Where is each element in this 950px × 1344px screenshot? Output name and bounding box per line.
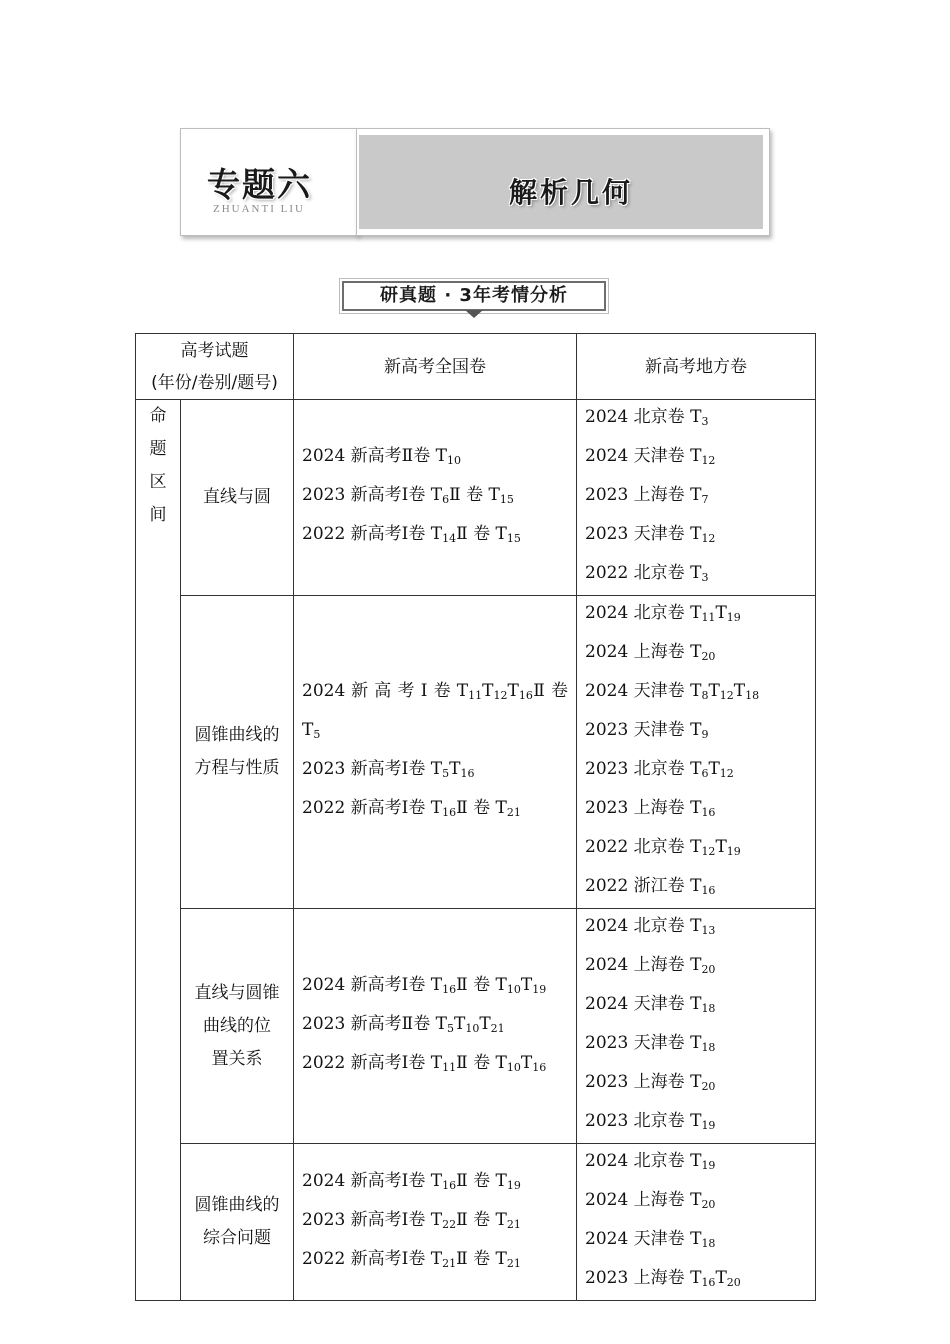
exam-reference (302, 1242, 568, 1281)
exam-reference (585, 948, 807, 987)
exam-text: T (715, 1268, 727, 1288)
question-number: 19 (726, 845, 741, 858)
question-number: 15 (499, 493, 514, 506)
national-papers-cell (294, 1144, 577, 1301)
header-exam-info-line2: (年份/卷别/题号) (151, 372, 278, 393)
exam-text: T (715, 603, 727, 623)
exam-text: 2024 上海卷 T (585, 955, 702, 975)
header-local-papers: 新高考地方卷 (577, 334, 816, 400)
exam-reference (585, 713, 807, 752)
local-papers-cell (577, 596, 816, 909)
topic-name-panel (359, 135, 763, 229)
question-number: 12 (701, 454, 716, 467)
exam-text: T (733, 681, 746, 701)
question-number: 15 (506, 532, 521, 545)
category-cell (181, 596, 294, 909)
exam-reference (585, 909, 807, 948)
question-number: 22 (442, 1217, 457, 1231)
question-number: 3 (701, 415, 709, 428)
question-number: 16 (701, 884, 716, 897)
exam-reference (302, 752, 568, 791)
question-number: 6 (701, 767, 709, 780)
question-number: 12 (719, 767, 734, 780)
question-number: 16 (442, 1178, 457, 1192)
category-label: 圆锥曲线的 (194, 1195, 280, 1215)
side-label-char: 题 (149, 439, 167, 459)
question-number: 12 (701, 845, 716, 858)
exam-text: 2023 天津卷 T (585, 1033, 702, 1053)
exam-text: 2023 天津卷 T (585, 720, 702, 740)
question-number: 21 (490, 1021, 505, 1035)
exam-text: Ⅱ 卷 T (456, 1170, 507, 1191)
exam-reference (585, 439, 807, 478)
exam-text: 2022 新高考Ⅰ卷 T (302, 524, 443, 544)
exam-text: 2023 天津卷 T (585, 524, 702, 544)
exam-reference (585, 987, 807, 1026)
question-number: 14 (442, 532, 457, 545)
exam-reference (585, 1261, 807, 1300)
exam-text: 2022 新高考Ⅰ卷 T (302, 1052, 443, 1073)
question-number: 20 (726, 1276, 741, 1289)
question-number: 13 (701, 924, 716, 937)
exam-reference (585, 830, 807, 869)
topic-name: 解析几何 (509, 176, 634, 209)
side-label-char: 命 (149, 406, 167, 426)
question-number: 20 (701, 1080, 716, 1093)
question-number: 5 (313, 728, 321, 741)
exam-text: 2023 新高考Ⅱ卷 T (302, 1013, 447, 1034)
question-number: 19 (726, 611, 741, 624)
exam-text: T (453, 1013, 466, 1034)
exam-reference (585, 517, 807, 556)
exam-reference (302, 1046, 568, 1085)
exam-text: 2024 新 高 考 Ⅰ 卷 T (302, 681, 469, 701)
exam-text: Ⅱ 卷 T (456, 1209, 507, 1230)
side-label-char: 间 (149, 505, 167, 525)
exam-text: 2024 上海卷 T (585, 1190, 702, 1210)
exam-reference (585, 635, 807, 674)
category-label: 直线与圆锥 (194, 982, 280, 1003)
topic-name-box (356, 128, 770, 236)
question-number: 10 (465, 1021, 480, 1035)
exam-reference (585, 1026, 807, 1065)
question-number: 16 (701, 806, 716, 819)
category-cell (181, 1144, 294, 1301)
exam-text: 2023 上海卷 T (585, 1268, 702, 1288)
exam-text: T (479, 1013, 491, 1034)
local-papers-cell (577, 400, 816, 596)
exam-reference (585, 1222, 807, 1261)
exam-reference (585, 674, 807, 713)
question-number: 7 (701, 493, 709, 506)
exam-reference (585, 1144, 807, 1183)
exam-text: 2023 上海卷 T (585, 485, 702, 505)
exam-text: 2024 北京卷 T (585, 603, 702, 623)
question-number: 18 (701, 1237, 716, 1250)
question-number: 16 (442, 982, 457, 996)
exam-text: T (708, 759, 720, 779)
exam-reference (302, 439, 568, 478)
exam-text: T (449, 759, 461, 779)
exam-text: 2022 新高考Ⅰ卷 T (302, 798, 443, 818)
exam-text: 2022 北京卷 T (585, 563, 702, 583)
exam-reference (302, 478, 568, 517)
local-papers-cell (577, 1144, 816, 1301)
exam-text: T (708, 681, 720, 701)
exam-text: 2023 新高考Ⅰ卷 T (302, 759, 443, 779)
exam-text: 2024 新高考Ⅱ卷 T (302, 446, 447, 466)
question-number: 20 (701, 650, 716, 663)
topic-banner (180, 128, 770, 238)
table-row (136, 909, 816, 1144)
exam-text: Ⅱ 卷 T (456, 1052, 507, 1073)
exam-text: Ⅱ 卷 T (456, 798, 507, 818)
question-number: 21 (442, 1256, 457, 1270)
question-number: 3 (701, 571, 709, 584)
local-papers-cell (577, 909, 816, 1144)
exam-reference (302, 1203, 568, 1242)
category-label: 方程与性质 (194, 758, 280, 778)
question-number: 16 (532, 1060, 547, 1074)
header-exam-info (136, 334, 294, 400)
exam-reference (585, 478, 807, 517)
topic-title-box (180, 128, 358, 236)
exam-text: Ⅱ 卷 T (449, 485, 500, 505)
exam-text: 2022 浙江卷 T (585, 876, 702, 896)
table-row (136, 596, 816, 909)
exam-text: 2023 新高考Ⅰ卷 T (302, 485, 443, 505)
exam-reference (302, 1007, 568, 1046)
side-label-char: 区 (149, 472, 167, 492)
question-number: 12 (701, 532, 716, 545)
exam-text: 2024 天津卷 T (585, 681, 702, 701)
question-number: 18 (745, 689, 760, 702)
exam-reference (585, 596, 807, 635)
exam-reference (585, 1183, 807, 1222)
exam-text: 2024 新高考Ⅰ卷 T (302, 974, 443, 995)
header-exam-info-line1: 高考试题 (180, 340, 249, 361)
question-number: 16 (442, 806, 457, 819)
category-cell (181, 909, 294, 1144)
category-label: 曲线的位 (203, 1015, 271, 1036)
question-number: 16 (518, 689, 533, 702)
exam-text: 2024 北京卷 T (585, 1151, 702, 1171)
header-national-papers: 新高考全国卷 (294, 334, 577, 400)
national-papers-cell (294, 400, 577, 596)
exam-text: 2024 上海卷 T (585, 642, 702, 662)
question-number: 19 (701, 1159, 716, 1172)
exam-text: Ⅱ 卷 T (456, 974, 507, 995)
exam-text: 2023 上海卷 T (585, 1072, 702, 1092)
category-label: 圆锥曲线的 (194, 725, 280, 745)
question-number: 10 (506, 982, 521, 996)
question-number: 20 (701, 963, 716, 976)
exam-text: T (482, 681, 494, 701)
exam-reference (585, 1104, 807, 1143)
question-number: 11 (442, 1060, 457, 1074)
side-label-cell (136, 400, 181, 1301)
exam-reference (302, 791, 568, 830)
exam-text: Ⅱ 卷 T (456, 1248, 507, 1269)
exam-text: Ⅱ 卷 T (302, 681, 569, 740)
question-number: 21 (506, 806, 521, 819)
category-label: 直线与圆 (203, 487, 271, 507)
category-cell (181, 400, 294, 596)
exam-text: 2024 北京卷 T (585, 916, 702, 936)
table-row (136, 400, 816, 596)
question-number: 16 (460, 767, 475, 780)
question-number: 11 (701, 611, 716, 624)
question-number: 18 (701, 1041, 716, 1054)
topic-subtitle: ZHUANTI LIU (213, 203, 305, 215)
exam-text: 2022 北京卷 T (585, 837, 702, 857)
topic-title: 专题六 (207, 165, 312, 204)
section-label-text: 研真题 · 3年考情分析 (380, 285, 568, 306)
exam-text: T (520, 1052, 533, 1073)
section-arrow-icon (465, 310, 483, 318)
exam-reference (585, 400, 807, 439)
question-number: 19 (506, 1178, 521, 1192)
question-number: 16 (701, 1276, 716, 1289)
category-label: 综合问题 (203, 1228, 271, 1248)
exam-reference (302, 517, 568, 556)
question-number: 18 (701, 1002, 716, 1015)
exam-text: 2023 新高考Ⅰ卷 T (302, 1209, 443, 1230)
exam-text: 2022 新高考Ⅰ卷 T (302, 1248, 443, 1269)
exam-text: T (715, 837, 727, 857)
exam-reference (585, 869, 807, 908)
table-header-row (136, 334, 816, 400)
exam-reference (302, 674, 568, 752)
question-number: 20 (701, 1198, 716, 1211)
category-label: 置关系 (211, 1048, 263, 1069)
national-papers-cell (294, 596, 577, 909)
exam-reference (585, 556, 807, 595)
exam-text: 2024 天津卷 T (585, 1229, 702, 1249)
exam-text: 2023 北京卷 T (585, 1111, 702, 1131)
exam-reference (302, 1164, 568, 1203)
exam-reference (585, 752, 807, 791)
question-number: 11 (468, 689, 483, 702)
question-number: 10 (446, 454, 461, 467)
exam-text: 2024 北京卷 T (585, 407, 702, 427)
exam-text: T (520, 974, 533, 995)
section-label (342, 281, 606, 311)
national-papers-cell (294, 909, 577, 1144)
question-number: 12 (719, 689, 734, 702)
table-row (136, 1144, 816, 1301)
question-number: 12 (493, 689, 508, 702)
question-number: 6 (442, 493, 450, 506)
question-number: 21 (506, 1217, 521, 1231)
exam-reference (585, 1065, 807, 1104)
exam-text: 2024 新高考Ⅰ卷 T (302, 1170, 443, 1191)
question-number: 19 (532, 982, 547, 996)
question-number: 8 (701, 689, 709, 702)
exam-text: 2023 上海卷 T (585, 798, 702, 818)
exam-text: T (507, 681, 519, 701)
question-number: 10 (506, 1060, 521, 1074)
exam-reference (585, 791, 807, 830)
question-number: 5 (446, 1021, 454, 1035)
exam-text: 2024 天津卷 T (585, 446, 702, 466)
exam-reference (302, 968, 568, 1007)
exam-analysis-table (135, 333, 816, 1301)
question-number: 19 (701, 1119, 716, 1132)
exam-text: Ⅱ 卷 T (456, 524, 507, 544)
question-number: 5 (442, 767, 450, 780)
exam-text: 2024 天津卷 T (585, 994, 702, 1014)
question-number: 21 (506, 1256, 521, 1270)
exam-text: 2023 北京卷 T (585, 759, 702, 779)
question-number: 9 (701, 728, 709, 741)
